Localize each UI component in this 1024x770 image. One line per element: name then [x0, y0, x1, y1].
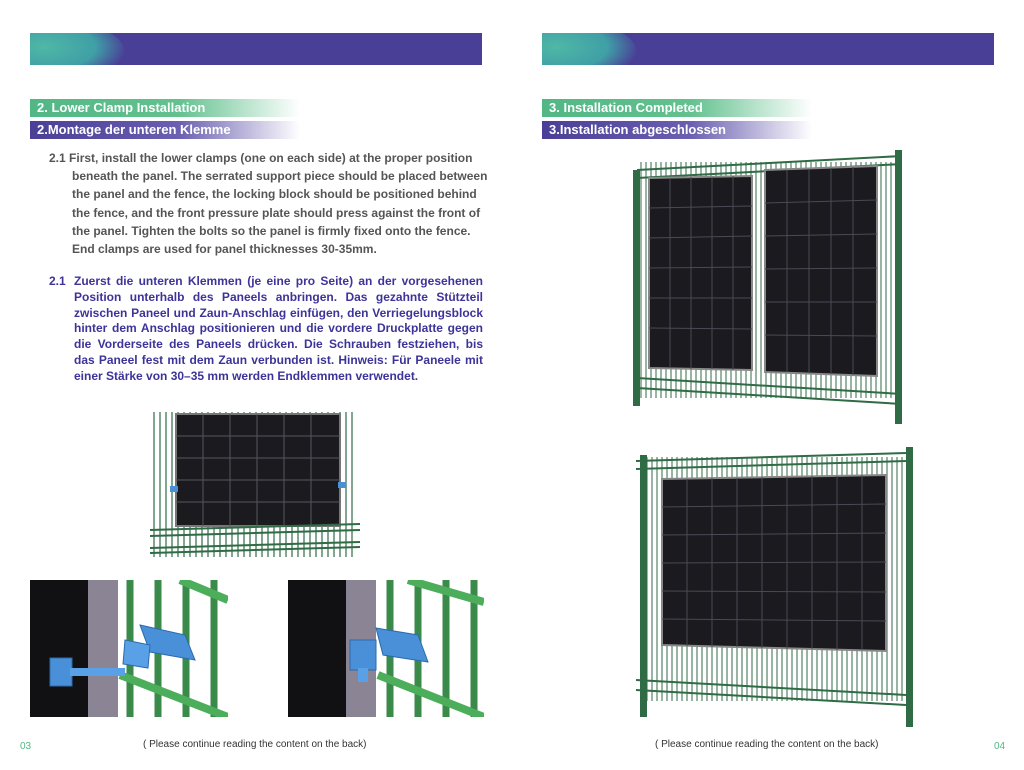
section-heading-de: 3.Installation abgeschlossen	[542, 121, 812, 139]
figure-two-panels-installed	[627, 148, 912, 428]
figure-single-panel-installed	[624, 445, 914, 730]
instruction-en	[49, 149, 489, 258]
page-number: 04	[994, 741, 1006, 752]
figure-clamp-detail-1	[30, 580, 228, 717]
step-number: 2.1	[49, 151, 66, 165]
page-right	[512, 0, 1024, 770]
footer-note: ( Please continue reading the content on the back)	[143, 739, 367, 750]
page-number: 03	[20, 741, 32, 752]
step-number: 2.1	[49, 274, 66, 288]
instruction-de	[49, 274, 483, 385]
footer-note: ( Please continue reading the content on the back)	[655, 739, 879, 750]
figure-clamp-detail-2	[288, 580, 484, 717]
header-banner	[542, 33, 994, 65]
figure-panel-on-fence	[150, 412, 360, 557]
step-text: First, install the lower clamps (one on each side) at the proper position beneath the panel. The serrated support piece should be placed between the panel and the fence, the locking block should be positioned behind the fence, and the front pressure plate should press against the front of the panel. Tighten the bolts so the panel is firmly fixed onto the fence. End clamps are used for panel thicknesses 30-35mm.	[69, 151, 488, 257]
section-heading-en: 3. Installation Completed	[542, 99, 812, 117]
step-text: Zuerst die unteren Klemmen (je eine pro Seite) an der vorgesehenen Position unterhalb des Paneels anbringen. Das gezahnte Stützteil zwischen Paneel und Zaun-Anschlag einfügen, den Verriegelungsblock hinter dem Anschlag positionieren und die vordere Druckplatte gegen die Vorderseite des Paneels drücken. Die Schrauben festziehen, bis das Paneel fest mit dem Zaun verbunden ist. Hinweis: Für Paneele mit einer Stärke von 30–35 mm werden Endklemmen verwendet.	[74, 274, 483, 383]
section-heading-en: 2. Lower Clamp Installation	[30, 99, 300, 117]
header-banner	[30, 33, 482, 65]
section-heading-de: 2.Montage der unteren Klemme	[30, 121, 300, 139]
